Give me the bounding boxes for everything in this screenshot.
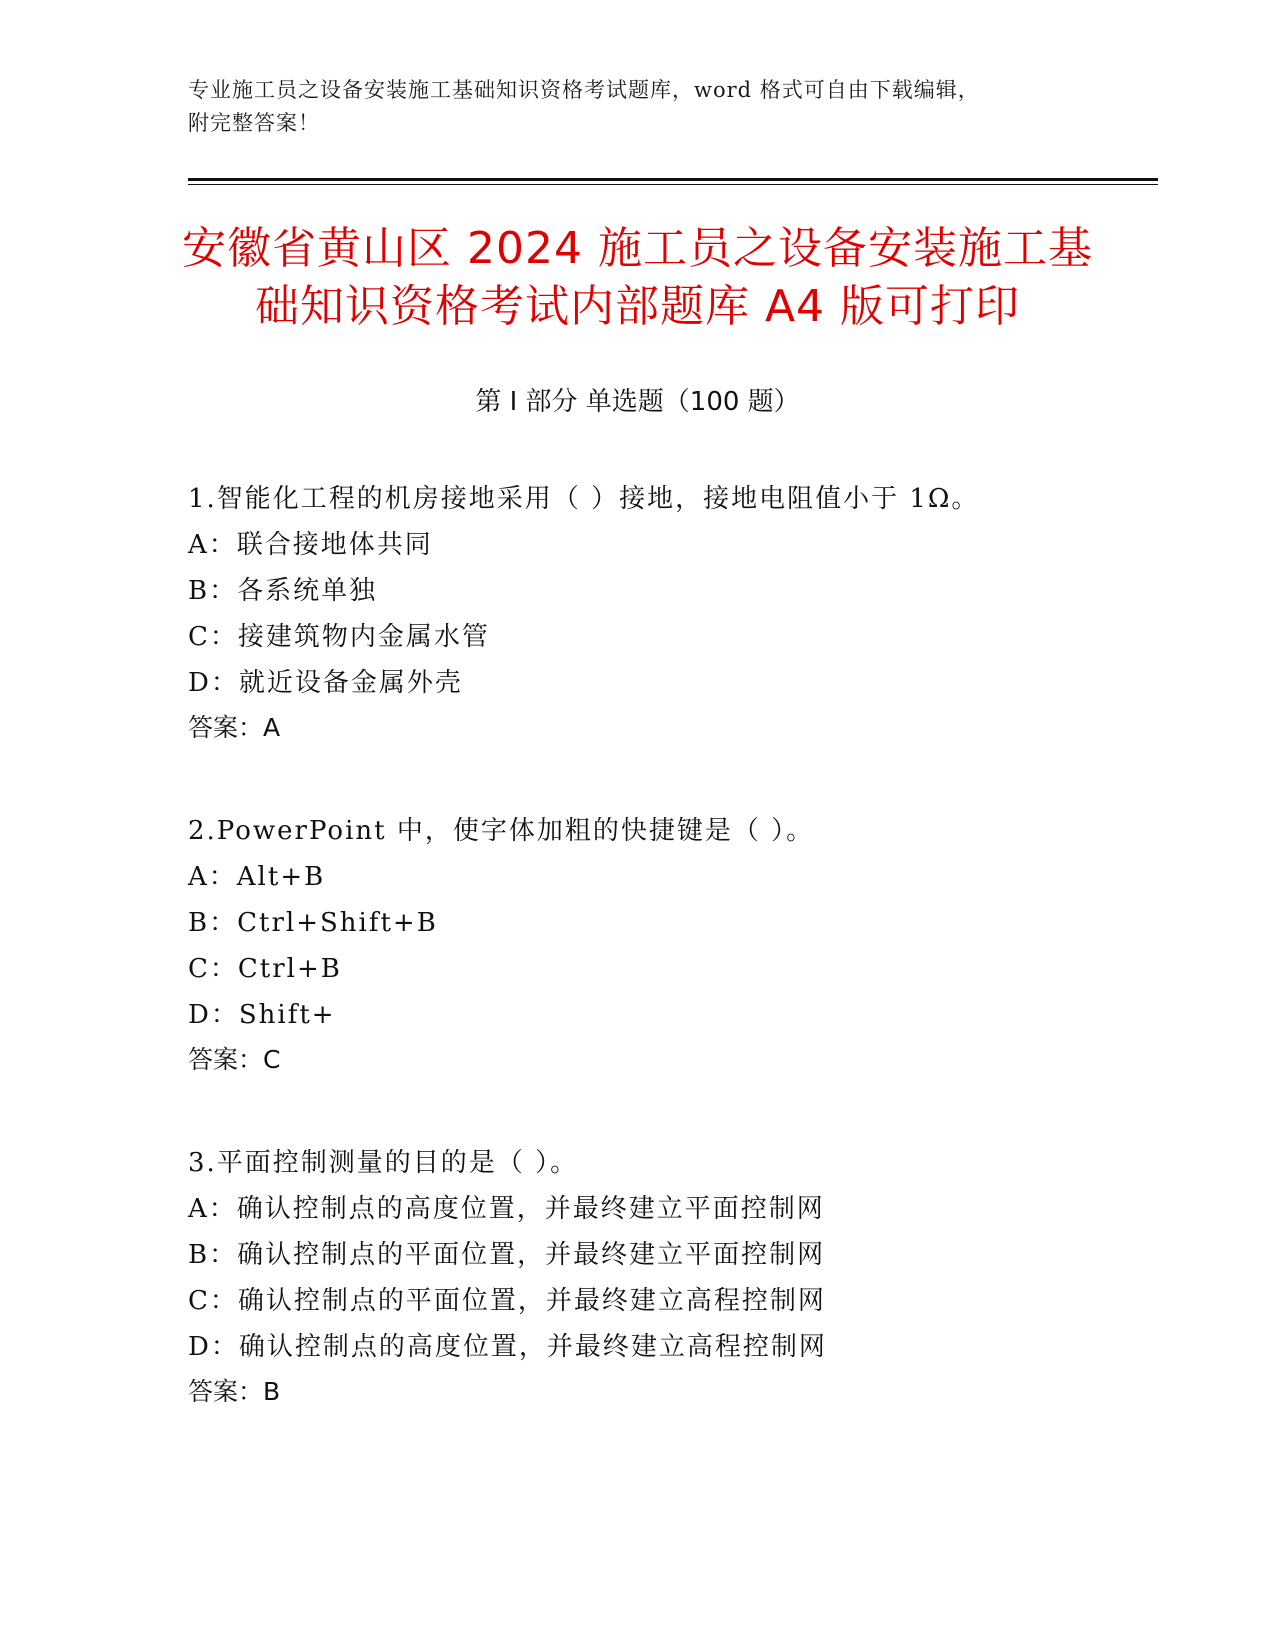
section-heading: 第 I 部分 单选题（100 题） xyxy=(475,387,800,417)
header-note xyxy=(188,74,1068,140)
question-item xyxy=(188,1140,1148,1414)
header-note-line-2: 附完整答案！ xyxy=(188,111,320,135)
question-item xyxy=(188,808,1148,1082)
option-a: A：Alt+B xyxy=(188,862,326,892)
header-rule-thick xyxy=(188,178,1158,181)
option-c: C：接建筑物内金属水管 xyxy=(188,622,490,652)
option-b: B：确认控制点的平面位置，并最终建立平面控制网 xyxy=(188,1240,826,1270)
option-c: C：确认控制点的平面位置，并最终建立高程控制网 xyxy=(188,1286,826,1316)
answer: 答案：A xyxy=(188,713,281,742)
header-note-line-1: 专业施工员之设备安装施工基础知识资格考试题库，word 格式可自由下载编辑， xyxy=(188,78,980,102)
option-a: A：联合接地体共同 xyxy=(188,530,433,560)
question-stem: 1.智能化工程的机房接地采用（ ）接地，接地电阻值小于 1Ω。 xyxy=(188,484,980,514)
document-title-line-2: 础知识资格考试内部题库 A4 版可打印 xyxy=(254,281,1021,332)
question-list xyxy=(188,476,1148,1472)
answer: 答案：C xyxy=(188,1045,281,1074)
option-d: D：就近设备金属外壳 xyxy=(188,668,463,698)
question-stem: 3.平面控制测量的目的是（ ）。 xyxy=(188,1148,579,1178)
option-b: B：Ctrl+Shift+B xyxy=(188,908,438,938)
header-rule-thin xyxy=(188,184,1158,185)
question-item xyxy=(188,476,1148,750)
option-d: D：确认控制点的高度位置，并最终建立高程控制网 xyxy=(188,1332,827,1362)
document-title-line-1: 安徽省黄山区 2024 施工员之设备安装施工基 xyxy=(182,223,1093,274)
option-a: A：确认控制点的高度位置，并最终建立平面控制网 xyxy=(188,1194,825,1224)
option-c: C：Ctrl+B xyxy=(188,954,342,984)
answer: 答案：B xyxy=(188,1377,281,1406)
option-d: D：Shift+ xyxy=(188,1000,336,1030)
document-title xyxy=(150,220,1125,336)
question-stem: 2.PowerPoint 中，使字体加粗的快捷键是（ ）。 xyxy=(188,816,815,846)
option-b: B：各系统单独 xyxy=(188,576,378,606)
